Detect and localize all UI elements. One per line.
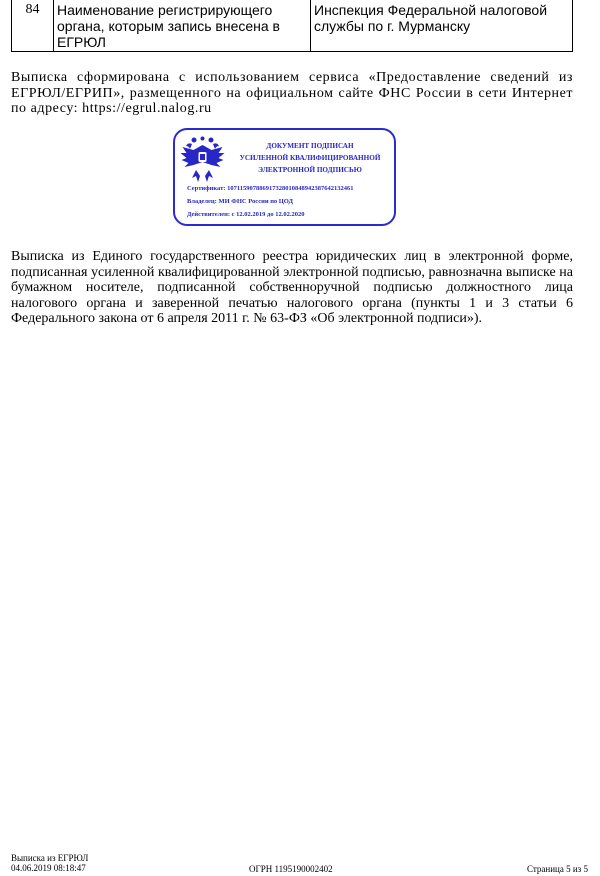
source-paragraph: Выписка сформирована с использованием сервиса «Предоставление сведений из ЕГРЮЛ/ЕГРИП», размещенного на официальном сайте ФНС России в сети Интернет по адресу: https://egrul.nalog.ru — [11, 70, 573, 116]
footer-doc-title: Выписка из ЕГРЮЛ — [11, 853, 89, 863]
footer-ogrn: ОГРН 1195190002402 — [249, 864, 333, 874]
registry-table — [11, 0, 573, 52]
stamp-title-line: УСИЛЕННОЙ КВАЛИФИЦИРОВАННОЙ — [239, 154, 381, 162]
row-field-value: Инспекция Федеральной налоговой службы по г. Мурманску — [311, 0, 573, 52]
stamp-title — [227, 140, 393, 176]
footer-datetime: 04.06.2019 08:18:47 — [11, 863, 86, 873]
stamp-title-line: ЭЛЕКТРОННОЙ ПОДПИСЬЮ — [258, 166, 362, 174]
double-headed-eagle-icon — [180, 136, 225, 184]
legal-paragraph: Выписка из Единого государственного реестра юридических лиц в электронной форме, подписанная усиленной квалифицированной электронной подписью, равнозначна выписке на бумажном носителе, подписанной собственноручной подписью должностного лица налогового органа и заверенной печатью налогового органа (пункты 1 и 3 статьи 6 Федерального закона от 6 апреля 2011 г. № 63-ФЗ «Об электронной подписи»). — [11, 249, 573, 326]
e-signature-stamp — [173, 128, 396, 226]
stamp-validity: Действителен: с 12.02.2019 до 12.02.2020 — [187, 211, 305, 218]
row-field-name: Наименование регистрирующего органа, которым запись внесена в ЕГРЮЛ — [54, 0, 311, 52]
footer-doc-info — [11, 853, 88, 873]
stamp-certificate: Сертификат: 107115907886917328010848942387642132461 — [187, 185, 354, 192]
table-row — [12, 0, 573, 52]
row-number: 84 — [12, 0, 54, 52]
stamp-owner: Владелец: МИ ФНС России по ЦОД — [187, 198, 293, 205]
stamp-title-line: ДОКУМЕНТ ПОДПИСАН — [266, 142, 354, 150]
footer-page-number: Страница 5 из 5 — [527, 864, 588, 874]
